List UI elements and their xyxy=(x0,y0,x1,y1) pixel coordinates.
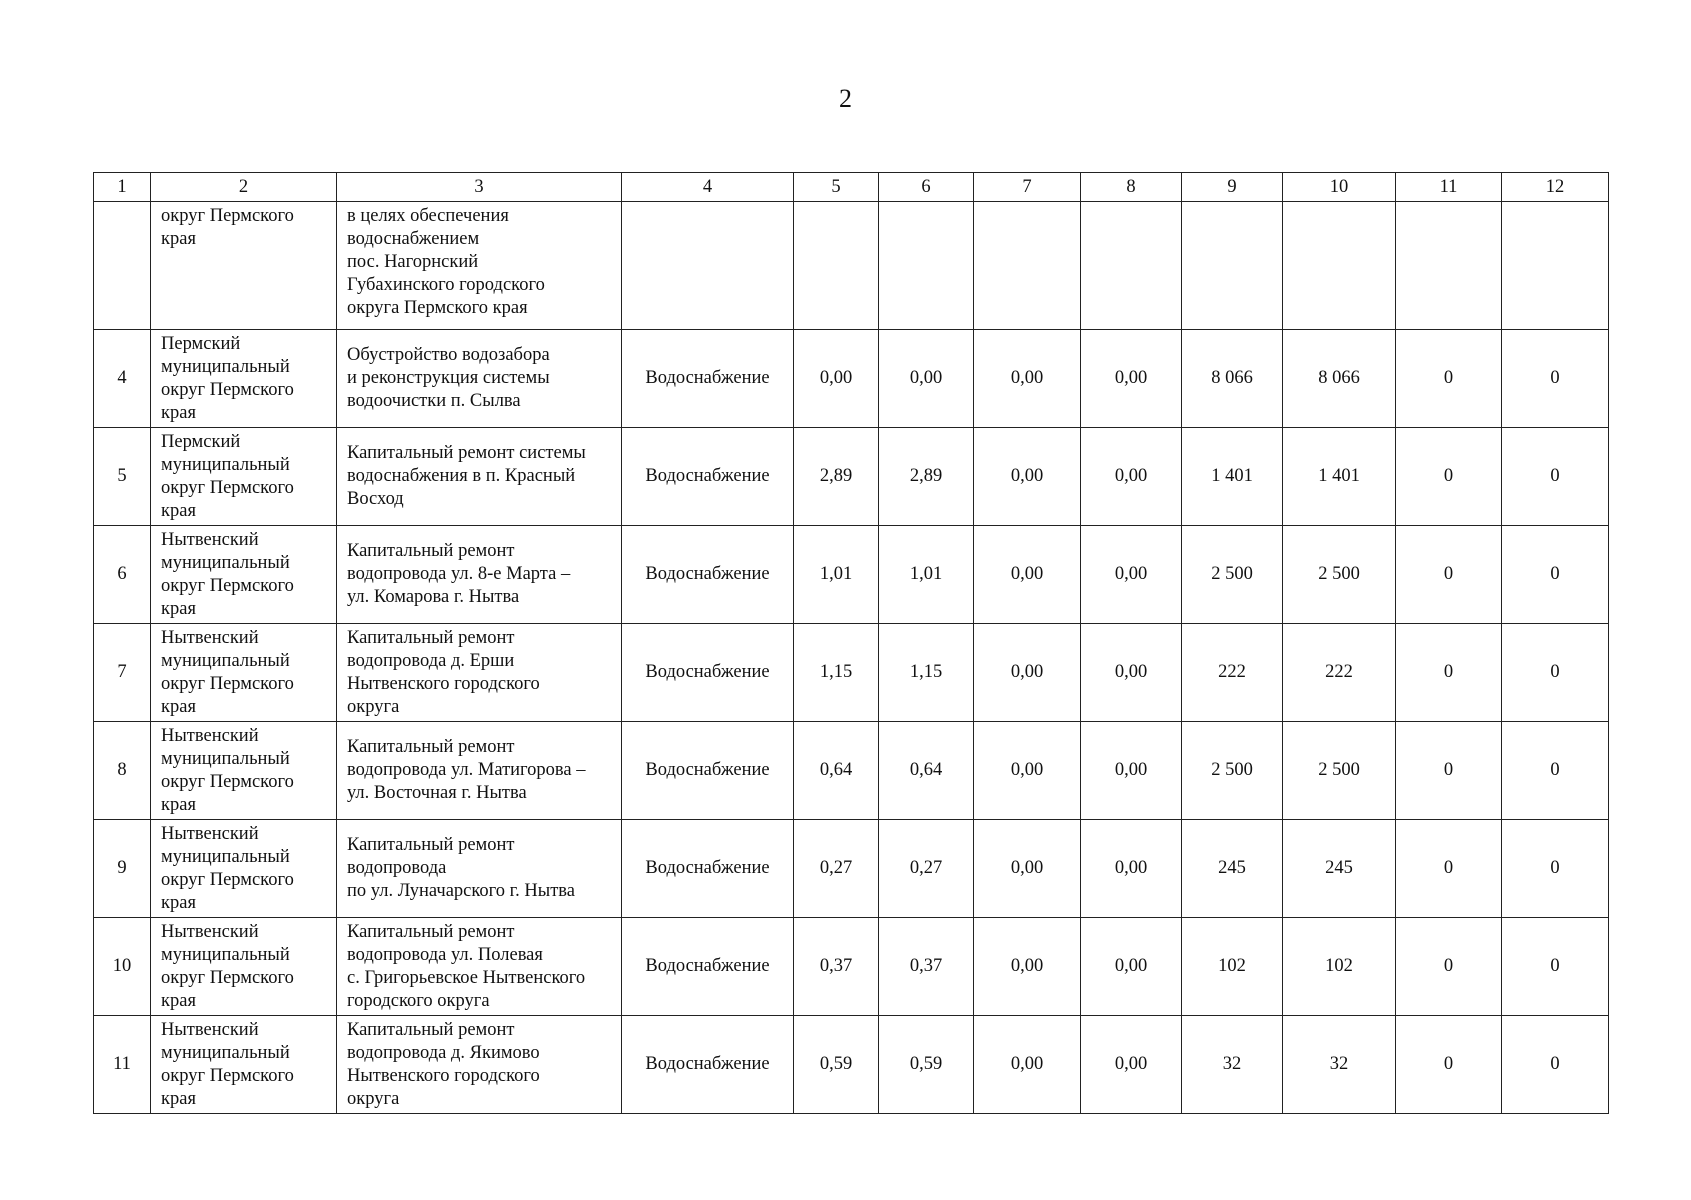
project-name-cell: Капитальный ремонт водопровода ул. 8-е Марта – ул. Комарова г. Нытва xyxy=(337,526,622,624)
category-cell: Водоснабжение xyxy=(622,1016,794,1114)
value-cell-col6: 0,00 xyxy=(879,330,974,428)
value-cell-col5: 0,37 xyxy=(794,918,879,1016)
value-cell-col11 xyxy=(1396,202,1502,330)
project-name-cell: в целях обеспечения водоснабжением пос. Нагорнский Губахинского городского округа Пермского края xyxy=(337,202,622,330)
category-cell: Водоснабжение xyxy=(622,624,794,722)
projects-table xyxy=(93,172,1609,1114)
row-number-cell: 4 xyxy=(94,330,151,428)
value-cell-col8: 0,00 xyxy=(1081,820,1182,918)
municipality-cell: округ Пермского края xyxy=(151,202,337,330)
value-cell-col8: 0,00 xyxy=(1081,624,1182,722)
table-row xyxy=(94,820,1609,918)
municipality-cell: Нытвенский муниципальный округ Пермского края xyxy=(151,820,337,918)
value-cell-col11: 0 xyxy=(1396,820,1502,918)
project-name-cell: Капитальный ремонт водопровода ул. Матигорова – ул. Восточная г. Нытва xyxy=(337,722,622,820)
value-cell-col12: 0 xyxy=(1502,330,1609,428)
value-cell-col7: 0,00 xyxy=(974,820,1081,918)
municipality-cell: Пермский муниципальный округ Пермского края xyxy=(151,330,337,428)
value-cell-col10: 245 xyxy=(1283,820,1396,918)
value-cell-col5: 1,15 xyxy=(794,624,879,722)
row-number-cell: 5 xyxy=(94,428,151,526)
column-number-header-6: 6 xyxy=(879,173,974,202)
municipality-cell: Нытвенский муниципальный округ Пермского края xyxy=(151,918,337,1016)
value-cell-col10: 2 500 xyxy=(1283,526,1396,624)
value-cell-col8: 0,00 xyxy=(1081,1016,1182,1114)
value-cell-col6: 0,27 xyxy=(879,820,974,918)
value-cell-col9: 102 xyxy=(1182,918,1283,1016)
value-cell-col9 xyxy=(1182,202,1283,330)
row-number-cell xyxy=(94,202,151,330)
value-cell-col5: 2,89 xyxy=(794,428,879,526)
column-number-header-3: 3 xyxy=(337,173,622,202)
value-cell-col9: 2 500 xyxy=(1182,526,1283,624)
column-number-header-7: 7 xyxy=(974,173,1081,202)
value-cell-col7: 0,00 xyxy=(974,624,1081,722)
value-cell-col11: 0 xyxy=(1396,1016,1502,1114)
column-number-header-5: 5 xyxy=(794,173,879,202)
table-row xyxy=(94,624,1609,722)
value-cell-col9: 245 xyxy=(1182,820,1283,918)
value-cell-col7: 0,00 xyxy=(974,330,1081,428)
value-cell-col12: 0 xyxy=(1502,624,1609,722)
value-cell-col7: 0,00 xyxy=(974,918,1081,1016)
municipality-cell: Пермский муниципальный округ Пермского края xyxy=(151,428,337,526)
value-cell-col9: 222 xyxy=(1182,624,1283,722)
value-cell-col6: 0,64 xyxy=(879,722,974,820)
value-cell-col10: 2 500 xyxy=(1283,722,1396,820)
value-cell-col6: 1,01 xyxy=(879,526,974,624)
value-cell-col5: 0,64 xyxy=(794,722,879,820)
table-row xyxy=(94,918,1609,1016)
project-name-cell: Капитальный ремонт водопровода д. Ерши Нытвенского городского округа xyxy=(337,624,622,722)
municipality-cell: Нытвенский муниципальный округ Пермского края xyxy=(151,1016,337,1114)
table-row xyxy=(94,1016,1609,1114)
value-cell-col8 xyxy=(1081,202,1182,330)
category-cell xyxy=(622,202,794,330)
value-cell-col8: 0,00 xyxy=(1081,918,1182,1016)
column-number-header-8: 8 xyxy=(1081,173,1182,202)
category-cell: Водоснабжение xyxy=(622,428,794,526)
value-cell-col8: 0,00 xyxy=(1081,722,1182,820)
row-number-cell: 10 xyxy=(94,918,151,1016)
column-number-header-9: 9 xyxy=(1182,173,1283,202)
value-cell-col6 xyxy=(879,202,974,330)
value-cell-col11: 0 xyxy=(1396,428,1502,526)
value-cell-col9: 1 401 xyxy=(1182,428,1283,526)
value-cell-col10: 8 066 xyxy=(1283,330,1396,428)
value-cell-col6: 1,15 xyxy=(879,624,974,722)
category-cell: Водоснабжение xyxy=(622,820,794,918)
value-cell-col5: 0,27 xyxy=(794,820,879,918)
column-number-header-4: 4 xyxy=(622,173,794,202)
table-body xyxy=(94,202,1609,1114)
value-cell-col5: 0,59 xyxy=(794,1016,879,1114)
value-cell-col9: 8 066 xyxy=(1182,330,1283,428)
value-cell-col10: 32 xyxy=(1283,1016,1396,1114)
column-number-header-1: 1 xyxy=(94,173,151,202)
value-cell-col8: 0,00 xyxy=(1081,428,1182,526)
value-cell-col7 xyxy=(974,202,1081,330)
row-number-cell: 11 xyxy=(94,1016,151,1114)
value-cell-col12: 0 xyxy=(1502,1016,1609,1114)
value-cell-col7: 0,00 xyxy=(974,428,1081,526)
value-cell-col11: 0 xyxy=(1396,624,1502,722)
table-row xyxy=(94,202,1609,330)
column-number-header-11: 11 xyxy=(1396,173,1502,202)
value-cell-col10: 102 xyxy=(1283,918,1396,1016)
project-name-cell: Капитальный ремонт водопровода д. Якимово Нытвенского городского округа xyxy=(337,1016,622,1114)
value-cell-col12: 0 xyxy=(1502,526,1609,624)
value-cell-col5: 1,01 xyxy=(794,526,879,624)
value-cell-col5: 0,00 xyxy=(794,330,879,428)
municipality-cell: Нытвенский муниципальный округ Пермского края xyxy=(151,624,337,722)
project-name-cell: Капитальный ремонт водопровода по ул. Луначарского г. Нытва xyxy=(337,820,622,918)
project-name-cell: Капитальный ремонт водопровода ул. Полевая с. Григорьевское Нытвенского городского округа xyxy=(337,918,622,1016)
value-cell-col11: 0 xyxy=(1396,330,1502,428)
value-cell-col12: 0 xyxy=(1502,428,1609,526)
value-cell-col7: 0,00 xyxy=(974,722,1081,820)
category-cell: Водоснабжение xyxy=(622,918,794,1016)
table-row xyxy=(94,722,1609,820)
page-number: 2 xyxy=(839,84,852,113)
value-cell-col7: 0,00 xyxy=(974,1016,1081,1114)
value-cell-col7: 0,00 xyxy=(974,526,1081,624)
value-cell-col9: 32 xyxy=(1182,1016,1283,1114)
value-cell-col6: 0,37 xyxy=(879,918,974,1016)
value-cell-col5 xyxy=(794,202,879,330)
category-cell: Водоснабжение xyxy=(622,330,794,428)
value-cell-col6: 2,89 xyxy=(879,428,974,526)
value-cell-col6: 0,59 xyxy=(879,1016,974,1114)
value-cell-col8: 0,00 xyxy=(1081,526,1182,624)
value-cell-col12: 0 xyxy=(1502,722,1609,820)
row-number-cell: 6 xyxy=(94,526,151,624)
value-cell-col12: 0 xyxy=(1502,918,1609,1016)
category-cell: Водоснабжение xyxy=(622,722,794,820)
row-number-cell: 8 xyxy=(94,722,151,820)
column-number-header-row xyxy=(94,173,1609,202)
project-name-cell: Обустройство водозабора и реконструкция системы водоочистки п. Сылва xyxy=(337,330,622,428)
value-cell-col10: 1 401 xyxy=(1283,428,1396,526)
row-number-cell: 7 xyxy=(94,624,151,722)
value-cell-col10 xyxy=(1283,202,1396,330)
value-cell-col10: 222 xyxy=(1283,624,1396,722)
value-cell-col12 xyxy=(1502,202,1609,330)
column-number-header-2: 2 xyxy=(151,173,337,202)
value-cell-col8: 0,00 xyxy=(1081,330,1182,428)
municipality-cell: Нытвенский муниципальный округ Пермского края xyxy=(151,526,337,624)
value-cell-col9: 2 500 xyxy=(1182,722,1283,820)
project-name-cell: Капитальный ремонт системы водоснабжения в п. Красный Восход xyxy=(337,428,622,526)
table-row xyxy=(94,330,1609,428)
value-cell-col12: 0 xyxy=(1502,820,1609,918)
column-number-header-10: 10 xyxy=(1283,173,1396,202)
table-row xyxy=(94,526,1609,624)
row-number-cell: 9 xyxy=(94,820,151,918)
value-cell-col11: 0 xyxy=(1396,918,1502,1016)
column-number-header-12: 12 xyxy=(1502,173,1609,202)
municipality-cell: Нытвенский муниципальный округ Пермского края xyxy=(151,722,337,820)
category-cell: Водоснабжение xyxy=(622,526,794,624)
value-cell-col11: 0 xyxy=(1396,526,1502,624)
table-row xyxy=(94,428,1609,526)
value-cell-col11: 0 xyxy=(1396,722,1502,820)
